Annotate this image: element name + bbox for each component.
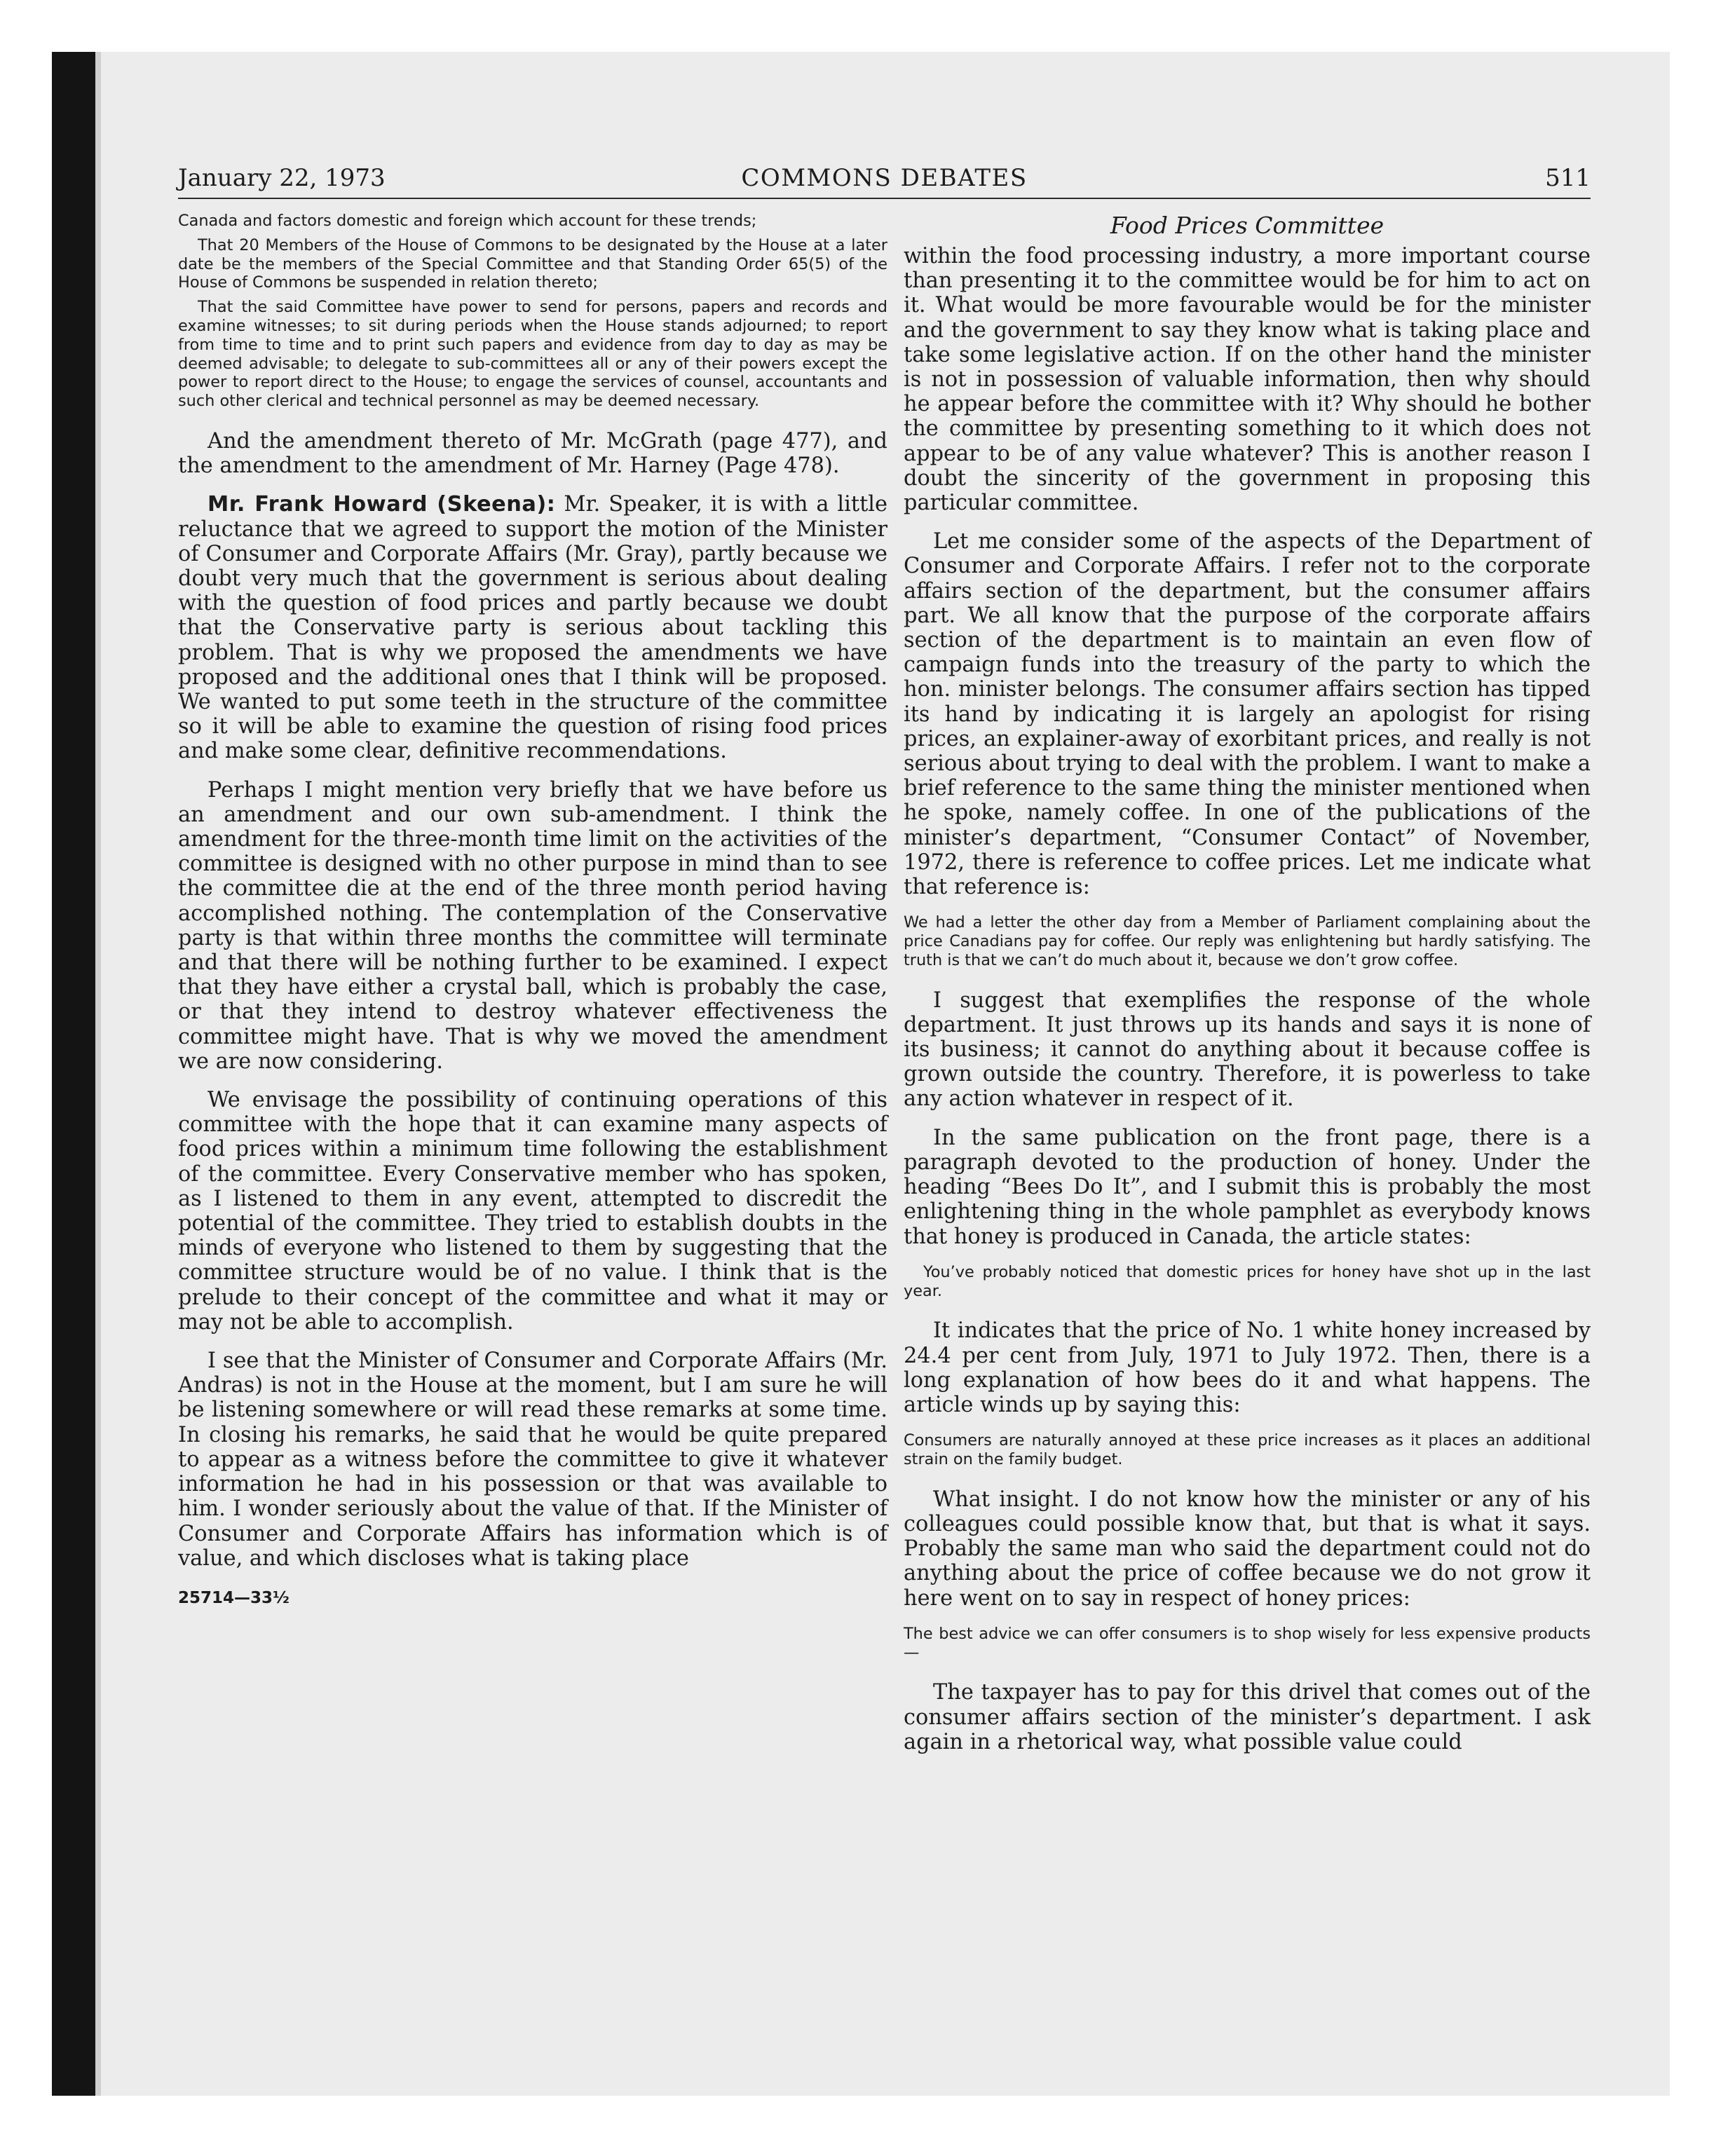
paragraph: What insight. I do not know how the minister or any of his colleagues could possible know that, but that is what it says. Probably the same man who said the department could not do anything about the price of coffee because we do not grow it here went on to say in respect of honey prices:	[904, 1487, 1591, 1611]
motion-quote-1: Canada and factors domestic and foreign which account for these trends;	[178, 212, 757, 230]
paragraph: Let me consider some of the aspects of the Department of Consumer and Corporate Affairs. I refer not to the corporate affairs section of the department, but the consumer affairs part. We all know that the purpose of the corporate affairs section of the department is to maintain an even flow of campaign funds into the treasury of the party to which the hon. minister belongs. The consumer affairs section has tipped its hand by indicating it is largely an apologist for rising prices, an explainer-away of exorbitant prices, and really is not serious about trying to deal with the problem. I want to make a brief reference to the same thing the minister mentioned when he spoke, namely coffee. In one of the publications of the minister’s department, “Consumer Contact” of November, 1972, there is reference to coffee prices. Let me indicate what that reference is:	[904, 529, 1591, 900]
running-header	[178, 158, 1591, 199]
section-heading: Food Prices Committee	[1110, 212, 1384, 239]
paragraph: Perhaps I might mention very briefly that we have before us an amendment and our own sub-amendment. I think the amendment for the three-month time limit on the activities of the committee is designed with no other purpose in mind than to see the committee die at the end of the three month period having accomplished nothing. The contemplation of the Conservative party is that within three months the committee will terminate and that there will be nothing further to be examined. I expect that they have either a crystal ball, which is probably the case, or that they intend to destroy whatever effectiveness the committee might have. That is why we moved the amendment we are now considering.	[178, 777, 887, 1074]
paragraph: within the food processing industry, a more important course than presenting it to the committee would be for him to act on it. What would be more favourable would be for the minister and the government to say they know what is taking place and take some legislative action. If on the other hand the minister is not in possession of valuable information, then why should he appear before the committee with it? Why should he bother the committee by presenting something to it which does not appear to be of any value whatever? This is another reason I doubt the sincerity of the government in proposing this particular committee.	[904, 244, 1591, 516]
block-quote: Consumers are naturally annoyed at these price increases as it places an additional strain on the family budget.	[904, 1431, 1591, 1468]
speech-text: Mr. Speaker, it is with a little reluctance that we agreed to support the motion of the Minister of Consumer and Corporate Affairs (Mr. Gray), partly because we doubt very much that the government is serious about dealing with the question of food prices and partly because we doubt that the Conservative party is serious about tackling this problem. That is why we proposed the amendments we have proposed and the additional ones that I think will be proposed. We wanted to put some teeth in the structure of the committee so it will be able to examine the question of rising food prices and make some clear, definitive recommendations.	[178, 492, 887, 764]
header-date: January 22, 1973	[178, 164, 386, 192]
paragraph: I suggest that exemplifies the response of the whole department. It just throws up its hands and says it is none of its business; it cannot do anything about it because coffee is grown outside the country. Therefore, it is powerless to take any action whatever in respect of it.	[904, 988, 1591, 1112]
speaker-name: Mr. Frank Howard (Skeena):	[207, 492, 556, 517]
paragraph: And the amendment thereto of Mr. McGrath (page 477), and the amendment to the amendment of Mr. Harney (Page 478).	[178, 428, 887, 479]
printer-code: 25714—33½	[178, 1588, 290, 1607]
scanned-page	[52, 52, 1670, 2096]
right-column	[904, 212, 1591, 1768]
document-page	[52, 52, 1670, 2096]
motion-quote-3: That the said Committee have power to send for persons, papers and records and examine witnesses; to sit during periods when the House stands adjourned; to report from time to time and to print such papers and evidence from day to day as may be deemed advisable; to delegate to sub-committees all or any of their powers except the power to report direct to the House; to engage the services of counsel, accountants and such other clerical and technical personnel as may be deemed necessary.	[178, 298, 887, 411]
paragraph: In the same publication on the front page, there is a paragraph devoted to the production of honey. Under the heading “Bees Do It”, and I submit this is probably the most enlightening thing in the whole pamphlet as everybody knows that honey is produced in Canada, the article states:	[904, 1125, 1591, 1249]
block-quote: The best advice we can offer consumers is to shop wisely for less expensive products—	[904, 1624, 1591, 1662]
paragraph: It indicates that the price of No. 1 white honey increased by 24.4 per cent from July, 1971 to July 1972. Then, there is a long explanation of how bees do it and what happens. The article winds up by saying this:	[904, 1318, 1591, 1417]
page-number: 511	[1545, 164, 1591, 192]
paragraph: I see that the Minister of Consumer and Corporate Affairs (Mr. Andras) is not in the House at the moment, but I am sure he will be listening somewhere or will read these remarks at some time. In closing his remarks, he said that he would be quite prepared to appear as a witness before the committee to give it whatever information he had in his possession or that was available to him. I wonder seriously about the value of that. If the Minister of Consumer and Corporate Affairs has information which is of value, and which discloses what is taking place	[178, 1349, 887, 1571]
motion-quote-2: That 20 Members of the House of Commons to be designated by the House at a later date be the members of the Special Committee and that Standing Order 65(5) of the House of Commons be suspended in relation thereto;	[178, 236, 887, 292]
paragraph: The taxpayer has to pay for this drivel that comes out of the consumer affairs section of the minister’s department. I ask again in a rhetorical way, what possible value could	[904, 1680, 1591, 1754]
header-publication: COMMONS DEBATES	[741, 164, 1028, 192]
left-column	[178, 212, 887, 1607]
block-quote: You’ve probably noticed that domestic prices for honey have shot up in the last year.	[904, 1262, 1591, 1300]
paragraph: We envisage the possibility of continuing operations of this committee with the hope that it can examine many aspects of food prices within a minimum time following the establishment of the committee. Every Conservative member who has spoken, as I listened to them in any event, attempted to discredit the potential of the committee. They tried to establish doubts in the minds of everyone who listened to them by suggesting that the committee structure would be of no value. I think that is the prelude to their concept of the committee and what it may or may not be able to accomplish.	[178, 1088, 887, 1335]
block-quote: We had a letter the other day from a Member of Parliament complaining about the price Canadians pay for coffee. Our reply was enlightening but hardly satisfying. The truth is that we can’t do much about it, because we don’t grow coffee.	[904, 913, 1591, 969]
speech-paragraph	[178, 492, 887, 763]
